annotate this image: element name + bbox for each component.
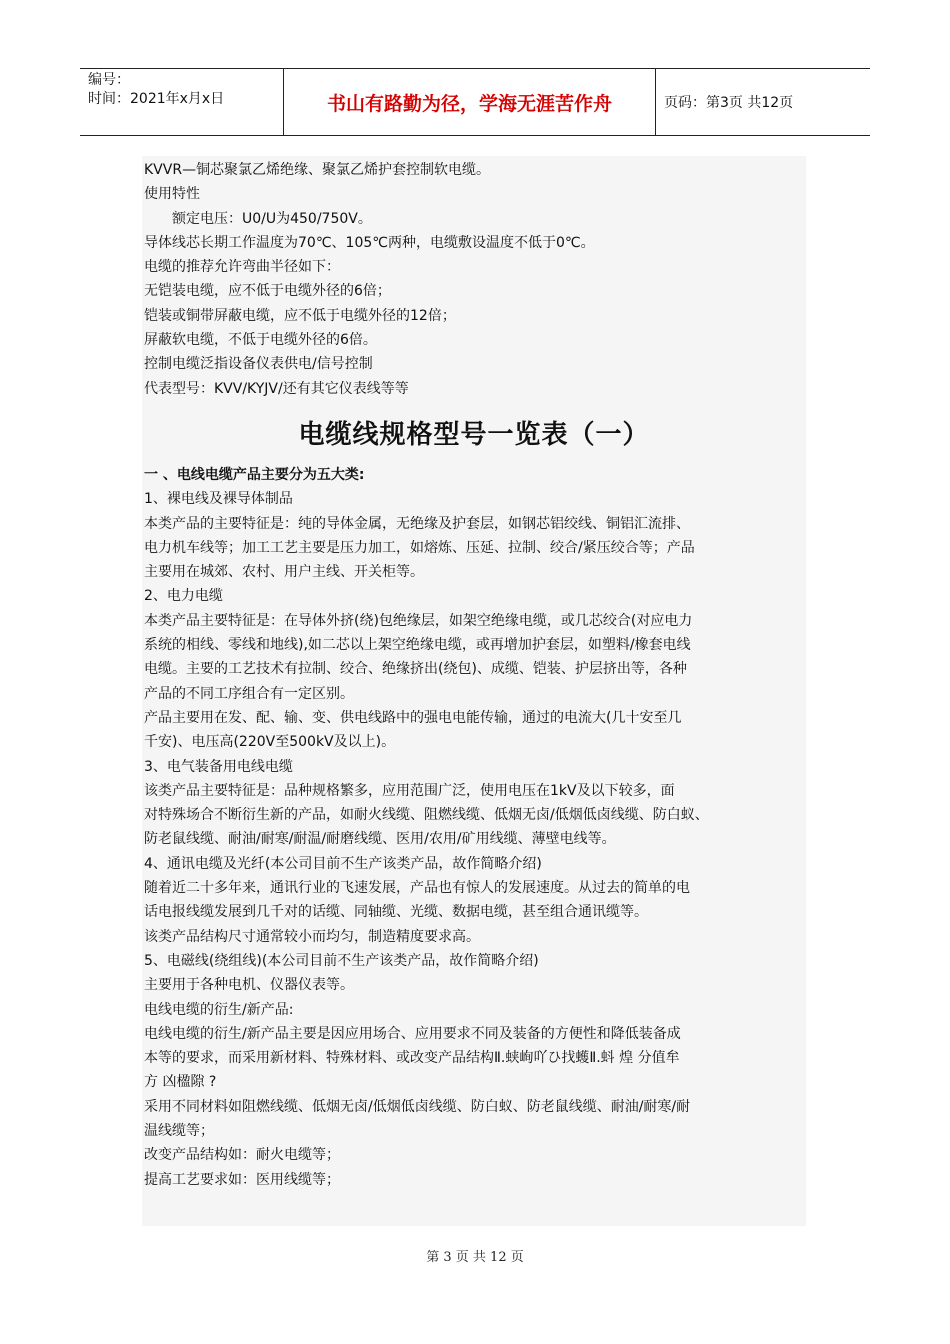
document-title: 电缆线规格型号一览表（一）: [298, 419, 650, 450]
document-body: [142, 156, 806, 1226]
body-line: 对特殊场合不断衍生新的产品，如耐火线缆、阻燃线缆、低烟无卤/低烟低卤线缆、防白蚁、: [144, 807, 709, 824]
body-line: 话电报线缆发展到几千对的话缆、同轴缆、光缆、数据电缆，甚至组合通讯缆等。: [144, 904, 648, 921]
body-line: 千安)、电压高(220V至500kV及以上)。: [144, 734, 396, 751]
body-line: 屏蔽软电缆，不低于电缆外径的6倍。: [144, 332, 377, 349]
body-line: 提高工艺要求如：医用线缆等；: [144, 1171, 340, 1188]
section-heading: 一 、电线电缆产品主要分为五大类:: [144, 466, 365, 483]
doc-date: 时间：2021年x月x日: [88, 91, 225, 107]
header-meta: [80, 69, 283, 135]
body-line: 防老鼠线缆、耐油/耐寒/耐温/耐磨线缆、医用/农用/矿用线缆、薄壁电线等。: [144, 831, 616, 848]
body-line: 电缆的推荐允许弯曲半径如下：: [144, 259, 340, 276]
header-motto: 书山有路勤为径，学海无涯苦作舟: [283, 69, 656, 135]
page-footer: 第 3 页 共 12 页: [426, 1250, 524, 1265]
body-line: 5、电磁线(绕组线)(本公司目前不生产该类产品，故作简略介绍): [144, 952, 539, 969]
body-line: 1、裸电线及裸导体制品: [144, 491, 293, 508]
doc-number-label: 编号：: [88, 72, 130, 88]
body-line: 主要用在城郊、农村、用户主线、开关柜等。: [144, 564, 424, 581]
body-line: 3、电气装备用电线电缆: [144, 758, 293, 775]
body-line: 2、电力电缆: [144, 588, 223, 605]
body-line: 该类产品结构尺寸通常较小而均匀，制造精度要求高。: [144, 928, 480, 945]
body-line: 电缆。主要的工艺技术有拉制、绞合、绝缘挤出(绕包)、成缆、铠装、护层挤出等，各种: [144, 661, 687, 678]
body-line: 导体线芯长期工作温度为70℃、105℃两种，电缆敷设温度不低于0℃。: [144, 234, 595, 251]
body-line: 方 凶楹隙 ?: [144, 1074, 217, 1091]
body-line: 4、通讯电缆及光纤(本公司目前不生产该类产品，故作简略介绍): [144, 855, 542, 872]
page-header: [80, 68, 870, 136]
body-line: 产品主要用在发、配、输、变、供电线路中的强电电能传输，通过的电流大(几十安至几: [144, 709, 682, 726]
body-line: 随着近二十多年来，通讯行业的飞速发展，产品也有惊人的发展速度。从过去的简单的电: [144, 880, 690, 897]
body-line: 额定电压：U0/U为450/750V。: [172, 210, 372, 227]
body-line: 使用特性: [144, 186, 200, 203]
body-line: 本类产品的主要特征是：纯的导体金属，无绝缘及护套层，如钢芯铝绞线、铜铝汇流排、: [144, 515, 690, 532]
body-line: 电力机车线等；加工工艺主要是压力加工，如熔炼、压延、拉制、绞合/紧压绞合等；产品: [144, 539, 695, 556]
body-line: KVVR—铜芯聚氯乙烯绝缘、聚氯乙烯护套控制软电缆。: [144, 162, 491, 178]
body-line: 本类产品主要特征是：在导体外挤(绕)包绝缘层，如架空绝缘电缆，或几芯绞合(对应电力: [144, 612, 693, 629]
body-line: 主要用于各种电机、仪器仪表等。: [144, 977, 354, 994]
body-line: 本等的要求，而采用新材料、特殊材料、或改变产品结构Ⅱ.蛱峋吖ひ找蠖Ⅱ.蚪 煌 分值牟: [144, 1050, 680, 1067]
body-line: 无铠装电缆，应不低于电缆外径的6倍；: [144, 283, 391, 300]
body-line: 铠装或铜带屏蔽电缆，应不低于电缆外径的12倍；: [144, 307, 456, 324]
body-line: 系统的相线、零线和地线),如二芯以上架空绝缘电缆，或再增加护套层，如塑料/橡套电线: [144, 637, 691, 654]
body-line: 电线电缆的衍生/新产品:: [144, 1001, 294, 1018]
body-line: 电线电缆的衍生/新产品主要是因应用场合、应用要求不同及装备的方便性和降低装备成: [144, 1025, 681, 1042]
body-line: 产品的不同工序组合有一定区别。: [144, 685, 354, 702]
body-paragraphs: [144, 487, 804, 1192]
body-line: 控制电缆泛指设备仪表供电/信号控制: [144, 356, 373, 373]
body-line: 代表型号：KVV/KYJV/还有其它仪表线等等: [144, 380, 409, 397]
body-line: 温线缆等；: [144, 1122, 214, 1139]
body-line: 该类产品主要特征是：品种规格繁多，应用范围广泛，使用电压在1kV及以下较多，面: [144, 782, 675, 799]
body-line: 改变产品结构如：耐火电缆等；: [144, 1147, 340, 1164]
body-line: 采用不同材料如阻燃线缆、低烟无卤/低烟低卤线缆、防白蚁、防老鼠线缆、耐油/耐寒/耐: [144, 1098, 691, 1115]
header-page-info: 页码：第3页 共12页: [664, 95, 794, 111]
